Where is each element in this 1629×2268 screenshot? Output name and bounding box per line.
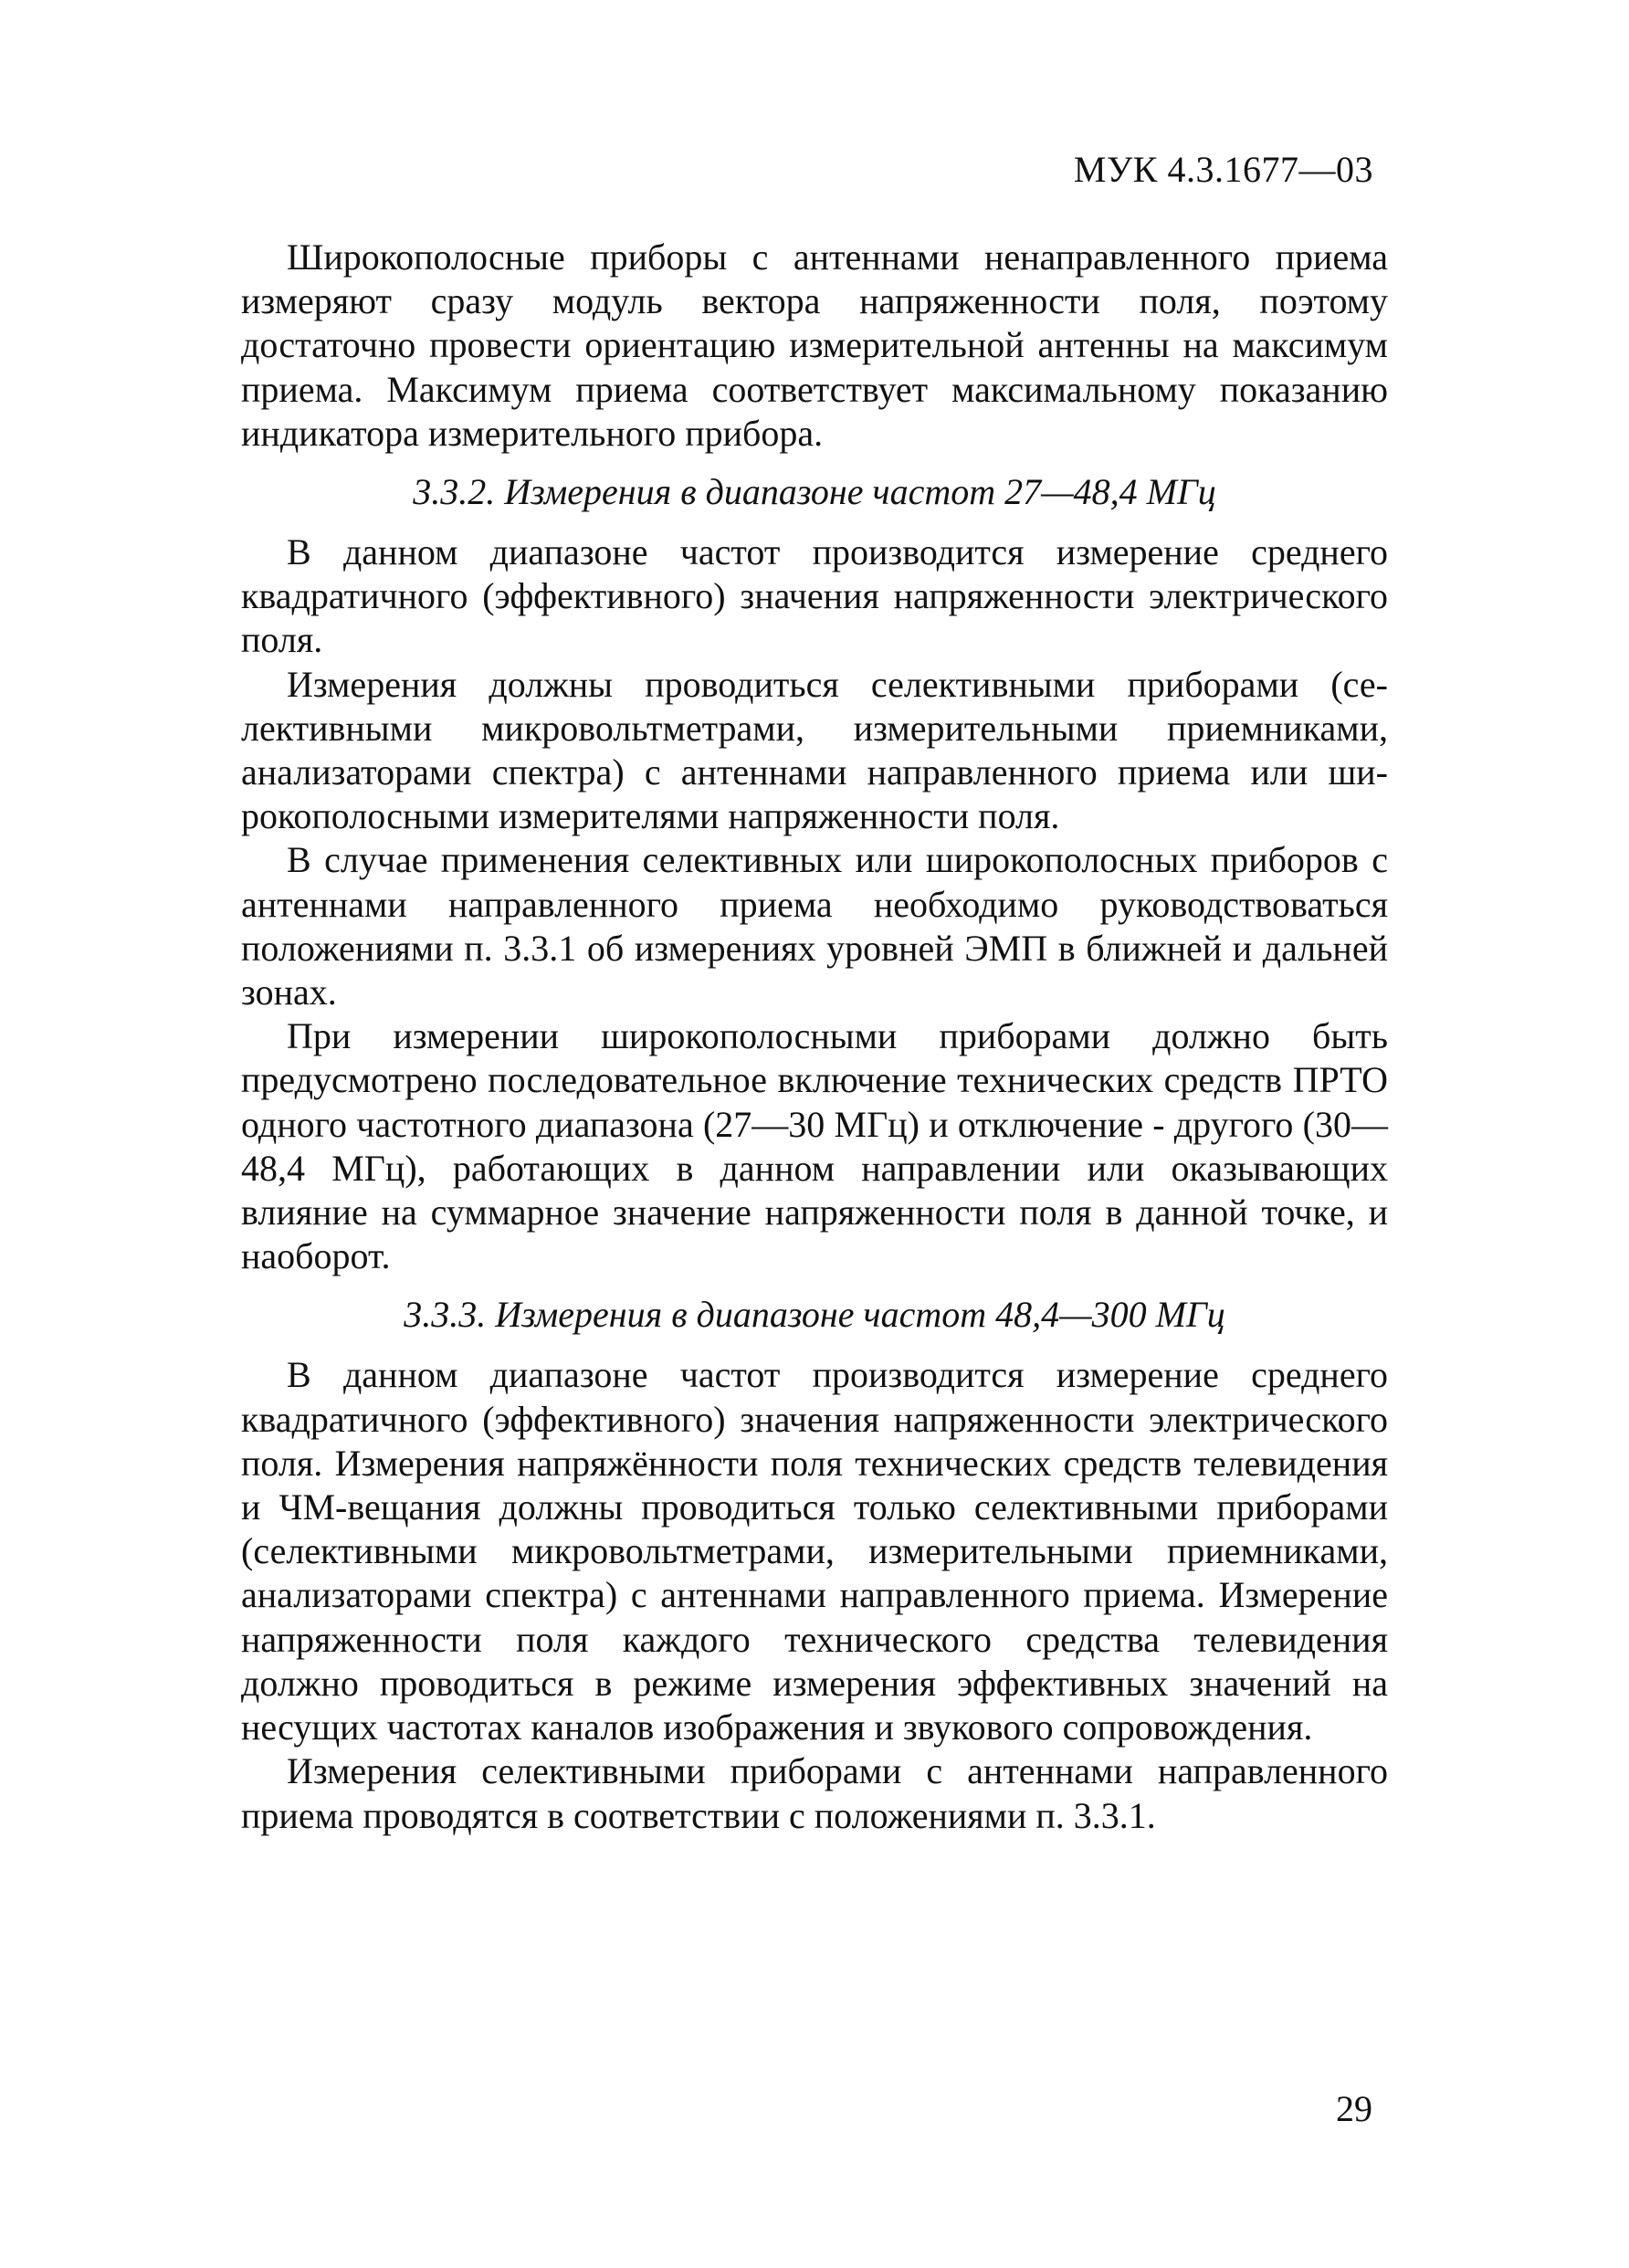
paragraph-measurement-rms: В данном диапазоне частот производится измерение среднего квадратичного (эффективного) значения напряженности электрического поля. [241, 531, 1388, 661]
paragraph-tv-fm-measurement: В данном диапазоне частот производится измерение среднего квадратичного (эффективного) значения напряженности электрического поля. Измерения напряжённости поля технических средств телевидения и ЧМ-вещания должны проводиться только селективными приборами (селективными микровольтметрами, измерительными приемниками, анализаторами спектра) с антеннами направленного приема. Измерение напряженности поля каждого технического средства телевидения должно проводиться в режиме измерения эффективных значений на несущих частотах каналов изображения и звукового сопровождения. [241, 1354, 1388, 1748]
paragraph-sequential-switching: При измерении широкополосными приборами должно быть предусмотрено последовательное включение технических средств ПРТО одного частотного диапазона (27—30 МГц) и отключение - другого (30—48,4 МГц), работающих в данном направлении или оказывающих влияние на суммарное значение напряженности поля в данной точке, и наоборот. [241, 1015, 1388, 1277]
paragraph-directional-antennas: В случае применения селективных или широкополосных приборов с антеннами направленного приема необходимо руководствоваться положениями п. 3.3.1 об измерениях уровней ЭМП в ближней и дальней зонах. [241, 839, 1388, 1013]
page-number: 29 [1336, 2088, 1372, 2129]
section-heading-3-3-3: 3.3.3. Измерения в диапазоне частот 48,4—300 МГц [404, 1294, 1225, 1336]
paragraph-wideband-devices: Широкополосные приборы с антеннами ненаправленного приема измеряют сразу модуль вектора напряженности поля, поэтому достаточно провести ориентацию измерительной антенны на максимум приема. Максимум приема соответствует максимальному показанию индикатора измерительного прибора. [241, 236, 1388, 454]
paragraph-selective-reference: Измерения селективными приборами с антеннами направленного приема проводятся в соответствии с положениями п. 3.3.1. [241, 1750, 1388, 1836]
paragraph-selective-devices: Измерения должны проводиться селективными приборами (селективными микровольтметрами, измерительными приемниками, анализаторами спектра) с антеннами направленного приема или широкополосными измерителями напряженности поля. [241, 663, 1388, 837]
page-body [241, 236, 1388, 1838]
section-heading-3-3-2: 3.3.2. Измерения в диапазоне частот 27—48,4 МГц [413, 471, 1216, 513]
document-code: МУК 4.3.1677—03 [1073, 149, 1373, 190]
